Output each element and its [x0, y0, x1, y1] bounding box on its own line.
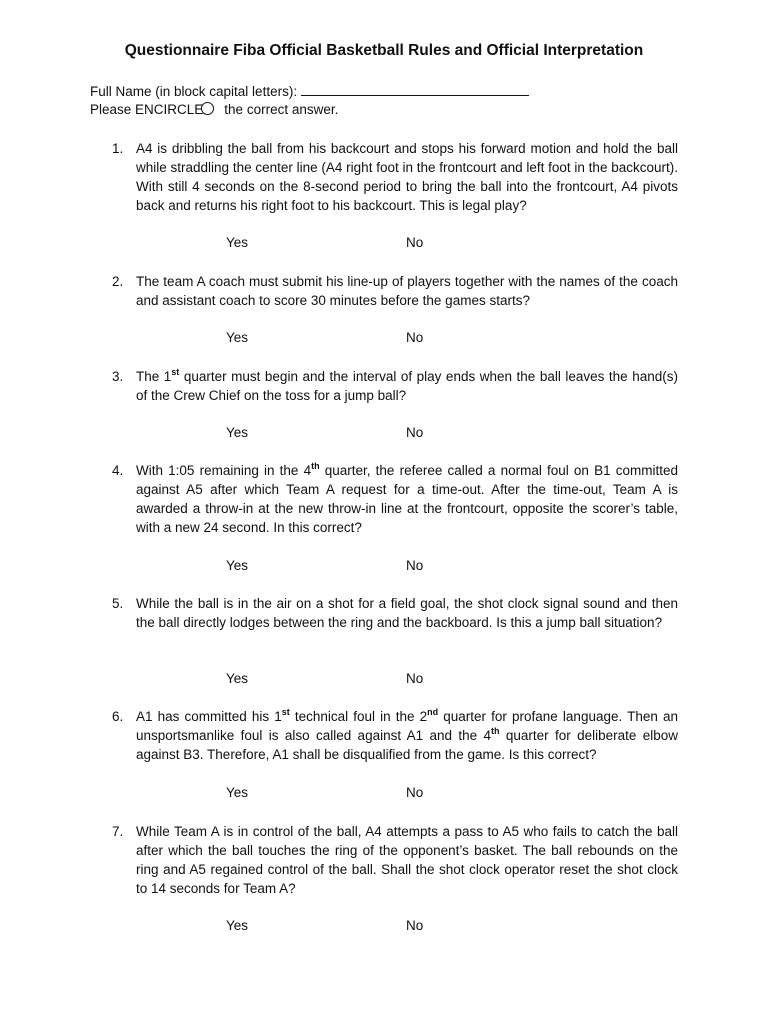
text-part: A1 has committed his 1: [136, 709, 282, 724]
q3-yes-option[interactable]: Yes: [226, 425, 249, 440]
instruction-prefix: Please ENCIRCLE: [90, 102, 204, 117]
text-part: technical foul in the 2: [289, 709, 428, 724]
ordinal-suffix: nd: [427, 706, 439, 717]
ordinal-suffix: st: [281, 706, 290, 717]
full-name-label: Full Name (in block capital letters):: [90, 84, 298, 99]
question-number: 6.: [112, 709, 124, 724]
question-3: [112, 367, 678, 405]
question-4: [112, 461, 678, 537]
q7-no-option[interactable]: No: [406, 918, 424, 933]
question-2: [112, 272, 678, 310]
ordinal-suffix: st: [171, 366, 180, 377]
q1-yes-option[interactable]: Yes: [226, 235, 249, 250]
instruction-line: [90, 102, 338, 117]
text-part: The 1: [136, 369, 172, 384]
full-name-line: [90, 83, 529, 99]
text-part: quarter, the referee called a normal foul on B1 committed against A5 after which Team A request for a time-out. After the time-out, Team A is awarded a throw-in at the new throw-in line at the frontcourt, opposite the scorer’s table, with a new 24 second. In this correct?: [136, 463, 679, 535]
q6-yes-option[interactable]: Yes: [226, 785, 249, 800]
q4-no-option[interactable]: No: [406, 558, 424, 573]
question-number: 4.: [112, 463, 124, 478]
q6-no-option[interactable]: No: [406, 785, 424, 800]
question-text: [136, 707, 678, 764]
q3-no-option[interactable]: No: [406, 425, 424, 440]
q2-yes-option[interactable]: Yes: [226, 330, 249, 345]
circle-icon: [201, 102, 214, 115]
text-part: With 1:05 remaining in the 4: [136, 463, 312, 478]
q5-no-option[interactable]: No: [406, 671, 424, 686]
question-text: A4 is dribbling the ball from his backcourt and stops his forward motion and hold the ball while straddling the center line (A4 right foot in the frontcourt and left foot in the backcourt). With still 4 seconds on the 8-second period to bring the ball into the frontcourt, A4 pivots back and returns his right foot to his backcourt. This is legal play?: [136, 141, 678, 213]
question-number: 7.: [112, 824, 124, 839]
q2-no-option[interactable]: No: [406, 330, 424, 345]
q4-yes-option[interactable]: Yes: [226, 558, 249, 573]
question-text: [136, 461, 678, 537]
text-part: quarter must begin and the interval of play ends when the ball leaves the hand(s) of the Crew Chief on the toss for a jump ball?: [136, 369, 678, 403]
question-1: [112, 139, 678, 215]
text-part: quarter for profane language. Then an unsportsmanlike foul is also called against A1 and the 4: [136, 709, 678, 743]
question-text: While Team A is in control of the ball, A4 attempts a pass to A5 who fails to catch the ball after which the ball touches the ring of the opponent’s basket. The ball rebounds on the ring and A5 regained control of the ball. Shall the shot clock operator reset the shot clock to 14 seconds for Team A?: [136, 824, 678, 896]
full-name-blank[interactable]: [301, 83, 529, 96]
question-text: The team A coach must submit his line-up of players together with the names of the coach and assistant coach to score 30 minutes before the games starts?: [136, 274, 678, 308]
question-7: [112, 822, 678, 898]
question-6: [112, 707, 678, 764]
question-text: While the ball is in the air on a shot for a field goal, the shot clock signal sound and then the ball directly lodges between the ring and the backboard. Is this a jump ball situation?: [136, 596, 678, 630]
q1-no-option[interactable]: No: [406, 235, 424, 250]
question-number: 2.: [112, 274, 124, 289]
question-number: 5.: [112, 596, 124, 611]
question-number: 1.: [112, 141, 124, 156]
question-5: [112, 594, 678, 632]
text-part: quarter for deliberate elbow against B3. Therefore, A1 shall be disqualified from the game. Is this correct?: [136, 728, 678, 762]
instruction-suffix: the correct answer.: [224, 102, 339, 117]
page-title: Questionnaire Fiba Official Basketball Rules and Official Interpretation: [124, 42, 644, 59]
question-text: [136, 367, 678, 405]
ordinal-suffix: th: [311, 460, 320, 471]
ordinal-suffix: th: [491, 725, 500, 736]
q5-yes-option[interactable]: Yes: [226, 671, 249, 686]
question-number: 3.: [112, 369, 124, 384]
q7-yes-option[interactable]: Yes: [226, 918, 249, 933]
